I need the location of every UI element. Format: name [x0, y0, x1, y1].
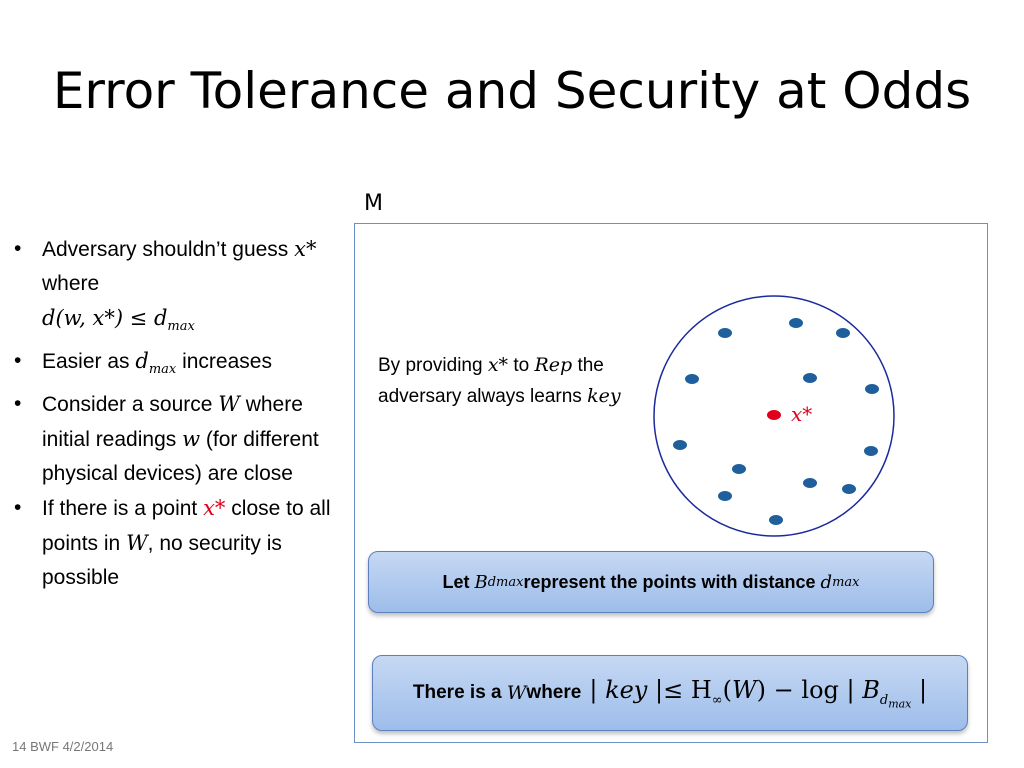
center-point-label: x* [791, 402, 813, 426]
data-point [718, 491, 732, 501]
var-rep: Rep [534, 354, 573, 376]
var-w: w [182, 427, 201, 452]
box-text: There is a [412, 682, 502, 703]
formula-part: |≤ H [647, 675, 712, 704]
formula-part: | [589, 675, 606, 704]
data-point [864, 446, 878, 456]
bullet-text: Consider a source [42, 393, 219, 417]
data-point [673, 440, 687, 450]
var-key: key [587, 385, 621, 407]
data-point [803, 478, 817, 488]
bullet-list [14, 232, 344, 595]
data-point [789, 318, 803, 328]
var-x-star: x* [203, 496, 226, 521]
subscript-d: d [879, 692, 889, 708]
var-key: key [605, 675, 648, 704]
bullet-dot-icon: • [14, 392, 22, 416]
subscript: dmax [487, 574, 524, 590]
bullet-text: where initial readings [42, 393, 303, 452]
var-d: d [820, 571, 833, 593]
distance-expression: d(w, x*) ≤ d [42, 306, 168, 330]
box-text: represent the points with distance [523, 571, 816, 592]
bullet-text: (for different physical devices) are close [42, 428, 319, 486]
points-group [673, 318, 879, 525]
rep-text: By providing [378, 355, 488, 376]
bullet-dot-icon: • [14, 237, 22, 260]
var-W: W [506, 682, 527, 704]
subscript: ∞ [711, 692, 723, 708]
data-point [769, 515, 783, 525]
data-point [865, 384, 879, 394]
subscript [879, 692, 912, 711]
formula-part: ) − log | [756, 675, 863, 704]
point-cluster-diagram [650, 293, 900, 543]
data-point [718, 328, 732, 338]
bullet-source [14, 387, 344, 491]
bullet-text: close to all points in [42, 497, 331, 556]
subscript-max: max [888, 697, 912, 711]
result-box [372, 655, 968, 731]
bullet-text: Adversary shouldn’t guess [42, 238, 295, 261]
data-point [842, 484, 856, 494]
var-d: d [135, 349, 149, 374]
slide-footer: 14 BWF 4/2/2014 [12, 739, 114, 754]
formula-part: | [911, 675, 928, 704]
rep-description [378, 350, 628, 412]
rep-text: the adversary always learns [378, 355, 604, 407]
space-label: M [364, 191, 383, 216]
var-x-star: x* [294, 237, 317, 261]
var-W: W [731, 675, 757, 704]
var-W: W [126, 531, 148, 556]
bullet-adversary [14, 232, 344, 344]
formula-part: ( [722, 675, 732, 704]
box-text: where [526, 682, 582, 703]
data-point [836, 328, 850, 338]
subscript: max [832, 574, 860, 590]
var-B: B [862, 675, 880, 704]
slide-title: Error Tolerance and Security at Odds [52, 62, 972, 120]
bullet-text: Easier as [42, 350, 136, 374]
var-B: B [474, 571, 488, 593]
bullet-point [14, 491, 344, 595]
subscript: max [148, 362, 177, 378]
ball-definition-box [368, 551, 934, 613]
bullet-text: If there is a point [42, 497, 204, 521]
var-W: W [218, 392, 240, 417]
bullet-dot-icon: • [14, 349, 22, 373]
bullet-text: , no security is possible [42, 532, 282, 590]
bullet-text: where [42, 272, 100, 295]
var-x-star: x* [487, 354, 509, 376]
bullet-dot-icon: • [14, 496, 22, 520]
rep-text: to [508, 355, 535, 376]
data-point [732, 464, 746, 474]
data-point [803, 373, 817, 383]
data-point [685, 374, 699, 384]
center-point [767, 410, 781, 420]
box-text: Let [442, 571, 470, 592]
entropy-formula [589, 676, 927, 710]
subscript: max [167, 319, 195, 335]
bullet-easier [14, 344, 344, 387]
bullet-text: increases [176, 350, 272, 374]
